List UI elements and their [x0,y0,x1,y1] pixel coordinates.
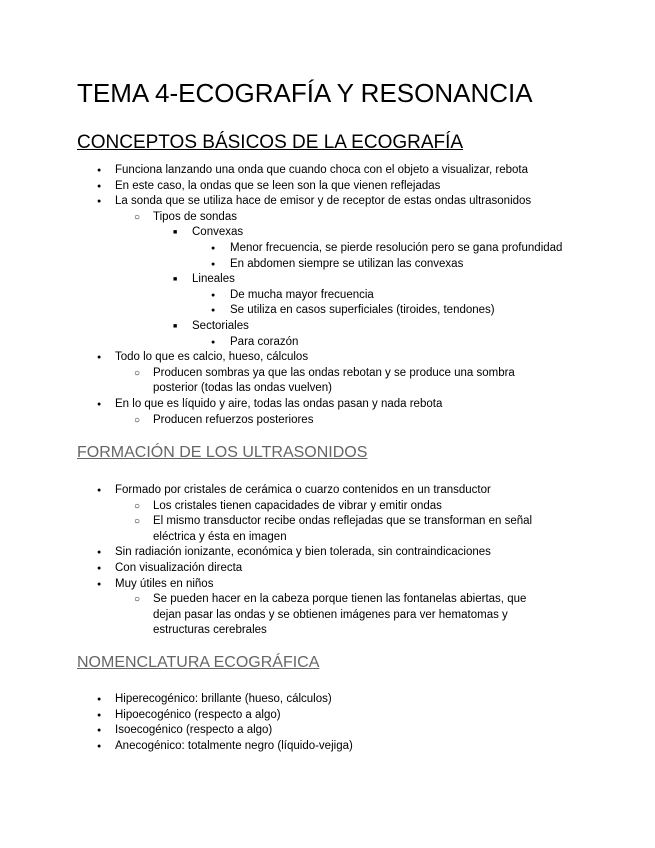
list-item: ● Isoecogénico (respecto a algo) [77,723,577,739]
list-item: ○ Los cristales tienen capacidades de vibrar y emitir ondas [77,499,577,515]
list-item: ● Hipoecogénico (respecto a algo) [77,708,577,724]
list-item: ○ Tipos de sondas [77,210,577,226]
list-item: ○ Se pueden hacer en la cabeza porque tienen las fontanelas abiertas, que dejan pasar las ondas y se obtienen imágenes para ver hematomas y estructuras cerebrales [77,592,543,639]
list-item: ● En lo que es líquido y aire, todas las ondas pasan y nada rebota [77,397,577,413]
section-heading-formacion: FORMACIÓN DE LOS ULTRASONIDOS [77,444,368,461]
list-item: ● Se utiliza en casos superficiales (tiroides, tendones) [77,303,577,319]
list-item: ● Para corazón [77,335,577,351]
list-item: ● Hiperecogénico: brillante (hueso, cálculos) [77,692,577,708]
section-list-nomenclatura [77,692,577,754]
list-item: ● Formado por cristales de cerámica o cuarzo contenidos en un transductor [77,483,577,499]
section-heading-conceptos: CONCEPTOS BÁSICOS DE LA ECOGRAFÍA [77,132,464,153]
list-item: ● De mucha mayor frecuencia [77,288,577,304]
list-item: ■ Convexas [77,225,577,241]
list-item: ○ Producen sombras ya que las ondas rebotan y se produce una sombra posterior (todas las ondas vuelven) [77,366,543,397]
list-item: ● Menor frecuencia, se pierde resolución pero se gana profundidad [77,241,577,257]
list-item: ■ Sectoriales [77,319,577,335]
section-heading-nomenclatura: NOMENCLATURA ECOGRÁFICA [77,654,320,671]
page-title: TEMA 4-ECOGRAFÍA Y RESONANCIA [77,78,533,108]
section-list-conceptos [77,163,577,428]
list-item: ● Sin radiación ionizante, económica y bien tolerada, sin contraindicaciones [77,545,577,561]
list-item: ○ El mismo transductor recibe ondas reflejadas que se transforman en señal eléctrica y ésta en imagen [77,514,543,545]
list-item: ● En abdomen siempre se utilizan las convexas [77,257,577,273]
section-list-formacion [77,483,577,639]
list-item: ● En este caso, la ondas que se leen son la que vienen reflejadas [77,179,577,195]
list-item: ● Funciona lanzando una onda que cuando choca con el objeto a visualizar, rebota [77,163,577,179]
list-item: ● Todo lo que es calcio, hueso, cálculos [77,350,577,366]
list-item: ● La sonda que se utiliza hace de emisor y de receptor de estas ondas ultrasonidos [77,194,577,210]
list-item: ○ Producen refuerzos posteriores [77,413,577,429]
list-item: ● Muy útiles en niños [77,577,577,593]
list-item: ● Con visualización directa [77,561,577,577]
list-item: ● Anecogénico: totalmente negro (líquido-vejiga) [77,739,577,755]
list-item: ■ Lineales [77,272,577,288]
